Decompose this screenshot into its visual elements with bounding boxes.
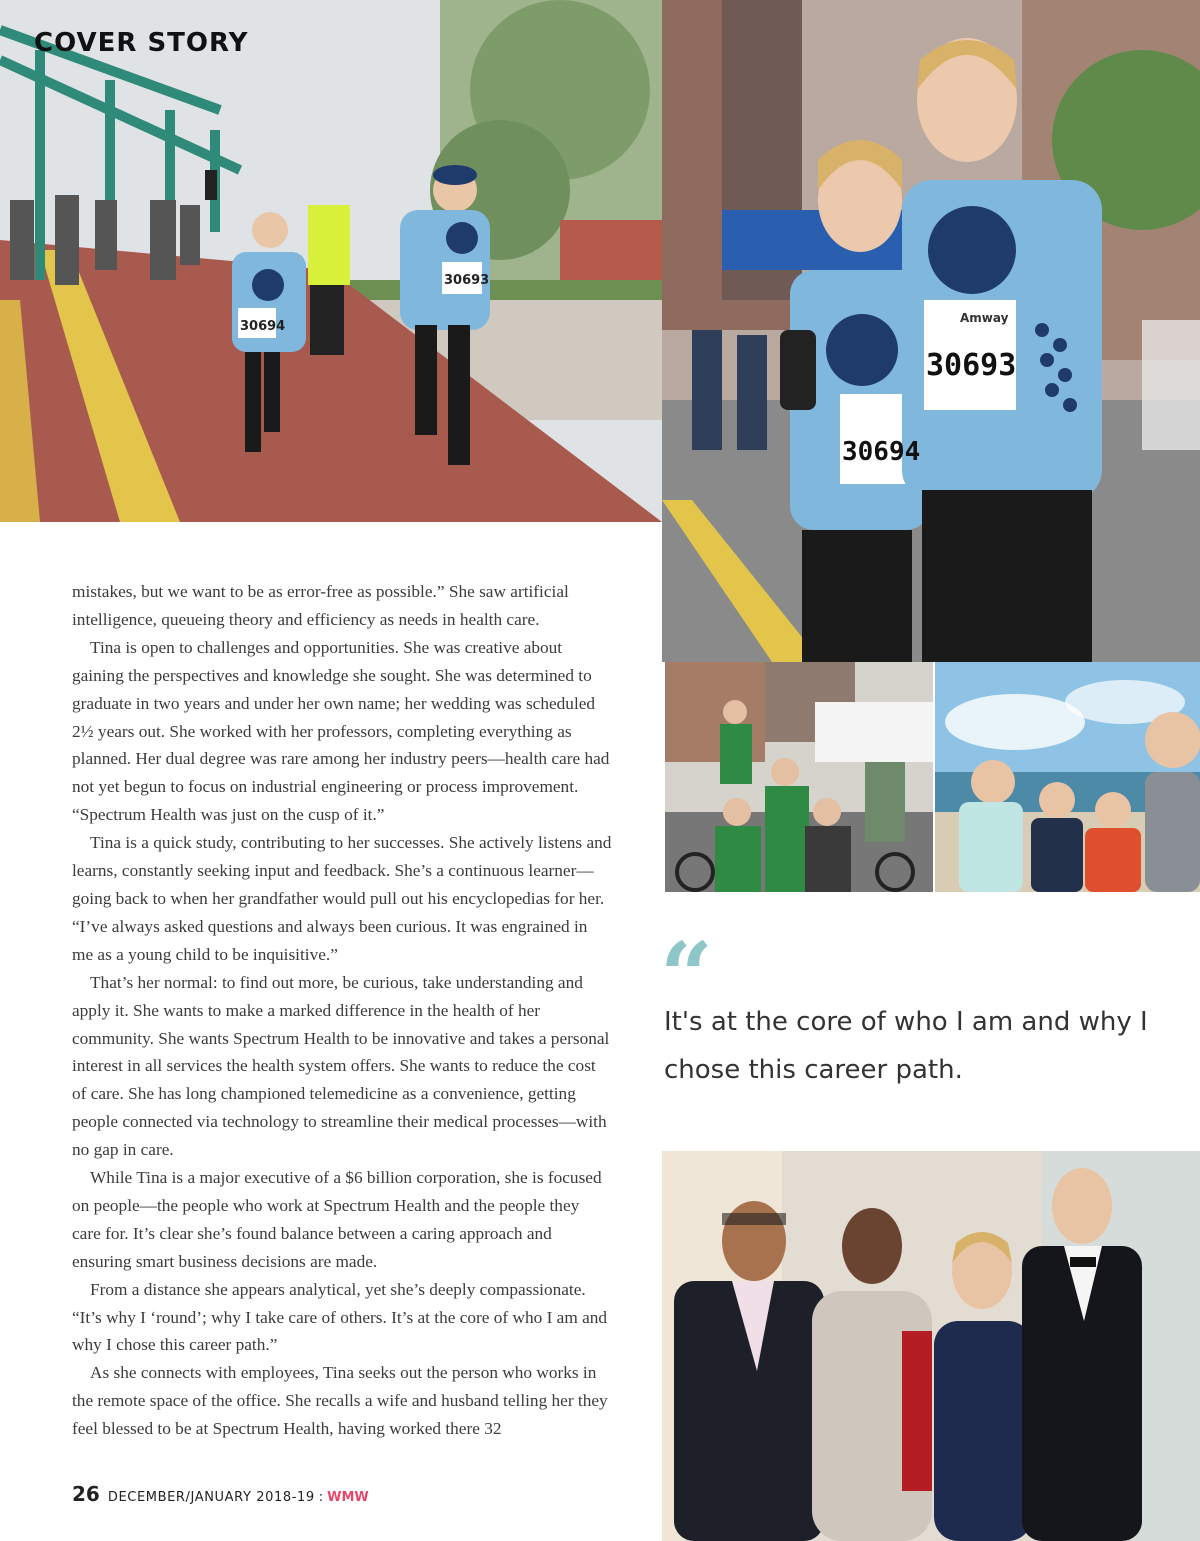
- quote-mark-icon: “: [660, 922, 713, 1030]
- issue-date: DECEMBER/JANUARY 2018-19: [107, 1490, 315, 1505]
- photo-bikes-art: [665, 662, 933, 892]
- photo-running-bridge-art: [0, 0, 662, 522]
- article-paragraph: While Tina is a major executive of a $6 billion corporation, she is focused on people—the people who work at Spectrum Health and the people they care for. It’s clear she’s found balance between a caring approach and ensuring smart business decisions are made.: [72, 1168, 602, 1271]
- photo-family-cycling: [665, 662, 933, 892]
- article-paragraph: Tina is open to challenges and opportunities. She was creative about gaining the perspectives and knowledge she sought. She was determined to graduate in two years and under her own name; her wedding was scheduled 2½ years out. She worked with her professors, completing everything as planned. Her dual degree was rare among her industry peers—health care had not yet begun to focus on industrial engineering or process improvement. “Spectrum Health was just on the cusp of it.”: [72, 637, 610, 825]
- footer-separator: :: [318, 1490, 324, 1505]
- article-paragraph: That’s her normal: to find out more, be curious, take understanding and apply it. She wants to make a marked difference in the health of her community. She wants Spectrum Health to be innovative and takes a personal interest in all services the health system offers. She wants to reduce the cost of care. She has long championed telemedicine as a convenience, getting people connected via technology to streamline their medical processes—with no gap in care.: [72, 972, 610, 1160]
- photo-portrait-art: [662, 0, 1200, 662]
- photo-gala-group: [662, 1151, 1200, 1541]
- sponsor-text: Amway: [960, 311, 1009, 325]
- photo-gala-art: [662, 1151, 1200, 1541]
- photo-family-beach: [935, 662, 1200, 892]
- bib-number-woman-portrait: 30693: [926, 348, 1017, 383]
- photo-running-bridge: [0, 0, 662, 522]
- bib-number-woman-run: 30693: [444, 273, 490, 288]
- pull-quote: It's at the core of who I am and why I chose this career path.: [664, 1007, 1148, 1085]
- section-label: COVER STORY: [34, 28, 249, 58]
- page-footer: [72, 1482, 369, 1506]
- article-body: [72, 578, 612, 1443]
- bib-number-girl-run: 30694: [240, 319, 286, 334]
- article-paragraph: mistakes, but we want to be as error-free as possible.” She saw artificial intelligence, queueing theory and efficiency as needs in health care.: [72, 582, 569, 629]
- photo-beach-art: [935, 662, 1200, 892]
- article-paragraph: From a distance she appears analytical, yet she’s deeply compassionate. “It’s why I ‘round’; why I take care of others. It’s at the core of who I am and why I chose this career path.”: [72, 1279, 608, 1355]
- article-paragraph: As she connects with employees, Tina seeks out the person who works in the remote space of the office. She recalls a wife and husband telling her they feel blessed to be at Spectrum Health, having worked there 32: [72, 1363, 608, 1439]
- page-number: 26: [72, 1482, 100, 1506]
- article-paragraph: Tina is a quick study, contributing to her successes. She actively listens and learns, constantly seeking input and feedback. She’s a continuous learner—going back to when her grandfather would pull out his encyclopedias for her. “I’ve always asked questions and always been curious. It was engrained in me as a young child to be inquisitive.”: [72, 833, 612, 964]
- magazine-brand: WMW: [327, 1490, 369, 1505]
- photo-mother-daughter-portrait: [662, 0, 1200, 662]
- bib-number-girl-portrait: 30694: [842, 437, 921, 467]
